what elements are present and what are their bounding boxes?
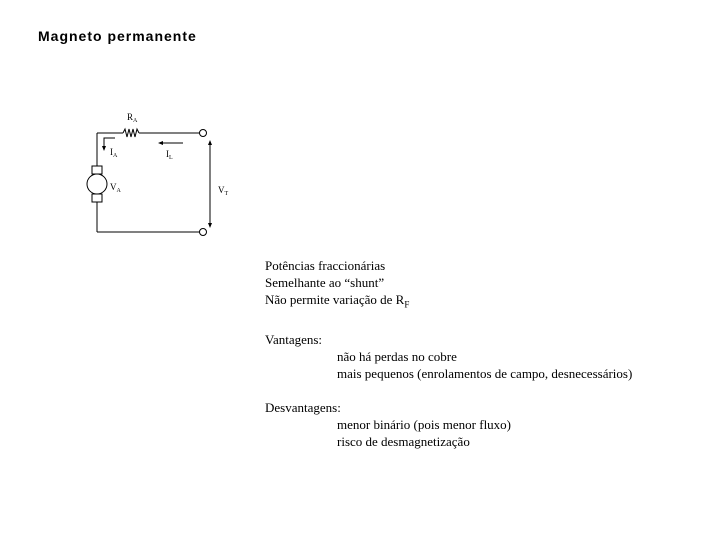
arrow-il-head (158, 141, 163, 145)
resistor-label: $R_A$ (127, 112, 138, 124)
note-line-2: Semelhante ao “shunt” (265, 275, 385, 290)
terminal-top (200, 130, 207, 137)
page-title: Magneto permanente (38, 28, 197, 44)
terminal-bottom (200, 229, 207, 236)
label-vt: $V_T$ (218, 185, 229, 197)
label-va: $V_A$ (110, 182, 121, 194)
arrow-vt-head-bottom (208, 223, 212, 228)
disadvantages-heading: Desvantagens: (265, 399, 341, 415)
advantage-item: não há perdas no cobre (337, 348, 457, 364)
advantages-heading: Vantagens: (265, 331, 323, 347)
motor-brush-top (92, 166, 102, 174)
disadvantage-item: menor binário (pois menor fluxo) (337, 416, 512, 432)
note-line-1: Potências fraccionárias (265, 258, 386, 273)
notes-block (265, 257, 632, 450)
disadvantage-item: risco de desmagnetização (337, 433, 470, 449)
arrow-ia-head (102, 146, 106, 151)
advantage-item: mais pequenos (enrolamentos de campo, desnecessários) (337, 365, 633, 381)
arrow-vt-head-top (208, 140, 212, 145)
motor-brush-bottom (92, 194, 102, 202)
label-ia: $I_A$ (110, 147, 118, 159)
label-il: $I_L$ (166, 149, 173, 161)
motor-armature (87, 174, 107, 194)
note-line-3: Não permite variação de $R_F$ (265, 292, 410, 310)
